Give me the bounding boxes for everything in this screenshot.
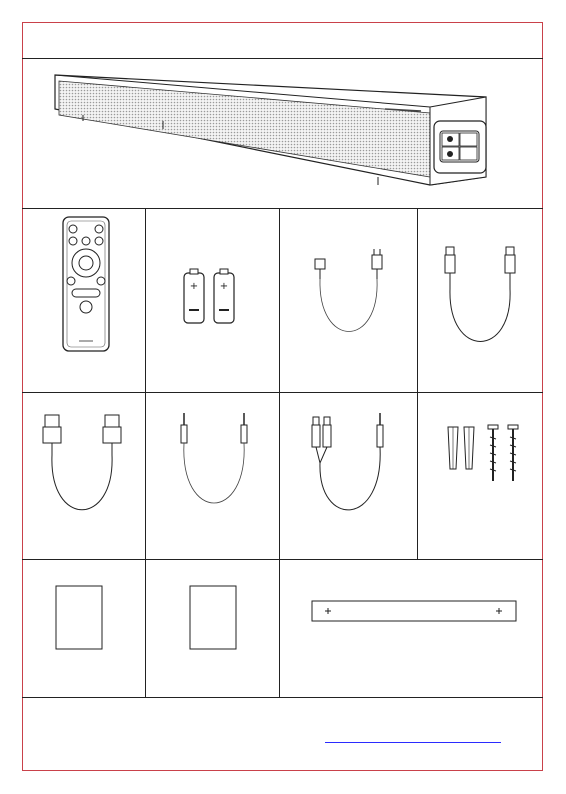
optical-cable-cell <box>418 209 542 392</box>
batteries-icon <box>146 209 279 392</box>
manual-icon <box>23 560 145 697</box>
power-cable-cell <box>280 209 417 392</box>
manual-2-cell <box>146 560 279 697</box>
hdmi-cable-icon <box>23 393 145 559</box>
footer-divider <box>22 697 543 698</box>
mounting-screws-cell <box>418 393 542 559</box>
remote-cell <box>23 209 145 392</box>
svg-text:+: + <box>219 281 229 292</box>
wall-anchors-and-screws-icon <box>418 393 542 559</box>
svg-text:+: + <box>189 281 199 292</box>
manual-icon <box>146 560 279 697</box>
optical-cable-icon <box>418 209 542 392</box>
hdmi-cable-cell <box>23 393 145 559</box>
batteries-cell <box>146 209 279 392</box>
aux-cable-cell <box>146 393 279 559</box>
soundbar-cell <box>23 59 542 208</box>
rca-cable-cell <box>280 393 417 559</box>
mounting-template-cell <box>280 560 542 697</box>
remote-control-icon <box>23 209 145 392</box>
mounting-template-icon <box>280 560 542 697</box>
rca-to-aux-cable-icon <box>280 393 417 559</box>
aux-cable-icon <box>146 393 279 559</box>
footer-link-underline[interactable] <box>325 742 501 743</box>
manual-1-cell <box>23 560 145 697</box>
soundbar-icon <box>23 59 542 208</box>
power-cable-icon <box>280 209 417 392</box>
